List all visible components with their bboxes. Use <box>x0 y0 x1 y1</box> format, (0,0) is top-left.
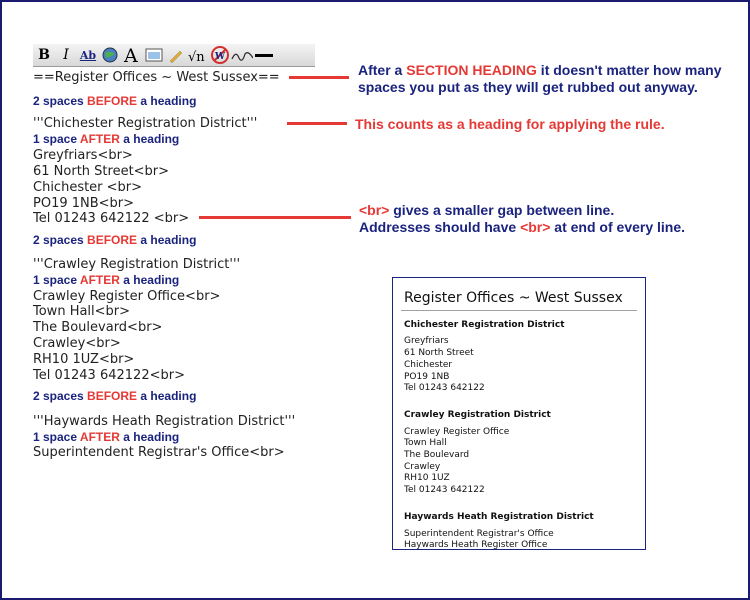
bold-button[interactable]: B <box>38 47 50 63</box>
nowiki-button[interactable] <box>209 45 231 65</box>
district-heading-chichester: '''Chichester Registration District''' <box>33 116 258 131</box>
preview-title: Register Offices ~ West Sussex <box>404 290 623 306</box>
italic-button[interactable]: I <box>63 47 69 63</box>
image-button[interactable] <box>143 45 165 65</box>
callout-heading-rule: This counts as a heading for applying the rule. <box>355 116 665 132</box>
heading-button[interactable] <box>121 45 143 65</box>
district-heading-haywards-heath: '''Haywards Heath Registration District''' <box>33 414 296 429</box>
editor-toolbar <box>33 44 315 67</box>
note-space-after: 1 space AFTER a heading <box>33 273 180 287</box>
sqrt-icon <box>187 46 209 64</box>
globe-icon <box>101 46 119 64</box>
address-line: Town Hall<br> <box>33 304 131 319</box>
address-line: Crawley<br> <box>33 336 121 351</box>
preview-address-line: The Boulevard <box>404 450 470 460</box>
media-pen-icon <box>167 46 185 64</box>
address-line: Crawley Register Office<br> <box>33 289 221 304</box>
preview-address-line: Haywards Heath Register Office <box>404 540 548 550</box>
signature-button[interactable] <box>231 45 253 65</box>
preview-address-line: Tel 01243 642122 <box>404 383 485 393</box>
heading-a-icon <box>122 45 142 65</box>
address-line: Greyfriars<br> <box>33 148 133 163</box>
preview-address-line: Chichester <box>404 360 453 370</box>
callout-line <box>199 216 351 219</box>
address-line: 61 North Street<br> <box>33 164 170 179</box>
address-line: RH10 1UZ<br> <box>33 352 135 367</box>
preview-address-line: RH10 1UZ <box>404 473 450 483</box>
preview-address-line: Crawley Register Office <box>404 427 510 437</box>
preview-address-line: 61 North Street <box>404 348 474 358</box>
preview-district-heading: Crawley Registration District <box>404 410 551 420</box>
address-line: Superintendent Registrar's Office<br> <box>33 445 285 460</box>
preview-address-line: Crawley <box>404 462 441 472</box>
district-heading-crawley: '''Crawley Registration District''' <box>33 257 241 272</box>
external-link-button[interactable] <box>99 45 121 65</box>
note-spaces-before: 2 spaces BEFORE a heading <box>33 233 197 247</box>
internal-link-button[interactable]: Ab <box>79 48 97 62</box>
callout-section-heading: After a SECTION HEADING it doesn't matter how many spaces you put as they will get rubbed out anyway. <box>358 62 722 95</box>
preview-district-heading: Chichester Registration District <box>404 320 565 330</box>
signature-icon <box>231 46 253 64</box>
callout-line <box>287 122 347 125</box>
preview-address-line: Greyfriars <box>404 336 449 346</box>
picture-icon <box>145 47 163 63</box>
address-line: Chichester <br> <box>33 180 143 195</box>
preview-address-line: PO19 1NB <box>404 372 450 382</box>
svg-text:W: W <box>215 52 226 62</box>
preview-divider <box>401 310 637 311</box>
callout-line <box>289 76 349 79</box>
note-space-after: 1 space AFTER a heading <box>33 430 180 444</box>
preview-address-line: Tel 01243 642122 <box>404 485 485 495</box>
address-line: Tel 01243 642122<br> <box>33 368 185 383</box>
note-spaces-before: 2 spaces BEFORE a heading <box>33 389 197 403</box>
address-line: The Boulevard<br> <box>33 320 163 335</box>
horizontal-rule-button[interactable] <box>253 45 275 65</box>
note-spaces-before: 2 spaces BEFORE a heading <box>33 94 197 108</box>
callout-br-tag: <br> gives a smaller gap between line. Addresses should have <br> at end of every line. <box>359 202 686 235</box>
svg-text:A: A <box>124 45 138 65</box>
svg-text:√n: √n <box>188 50 205 64</box>
rendered-preview-box <box>392 277 646 550</box>
note-space-after: 1 space AFTER a heading <box>33 132 180 146</box>
nowiki-icon <box>210 45 230 65</box>
media-button[interactable] <box>165 45 187 65</box>
preview-address-line: Town Hall <box>404 438 447 448</box>
preview-district-heading: Haywards Heath Registration District <box>404 512 594 522</box>
math-button[interactable] <box>187 45 209 65</box>
address-line: PO19 1NB<br> <box>33 196 135 211</box>
address-line: Tel 01243 642122 <br> <box>33 211 190 226</box>
preview-address-line: Superintendent Registrar's Office <box>404 529 554 539</box>
section-heading-text: ==Register Offices ~ West Sussex== <box>33 70 280 85</box>
horizontal-line-icon <box>254 46 274 64</box>
